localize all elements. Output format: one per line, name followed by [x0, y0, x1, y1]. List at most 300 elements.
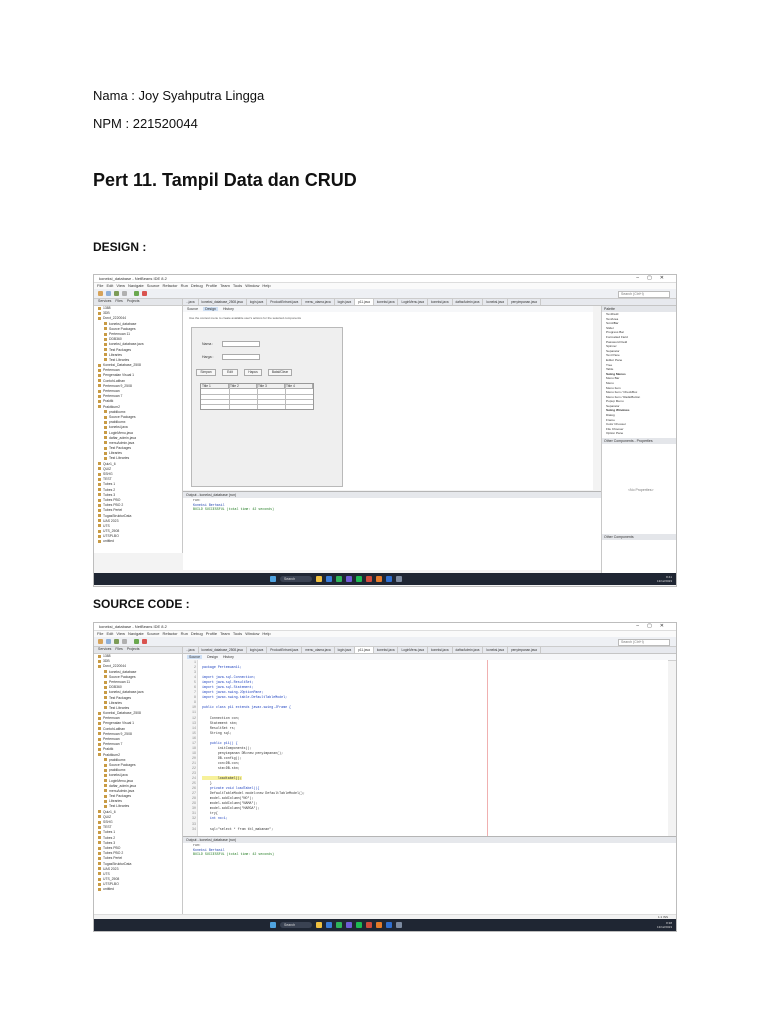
- project-tree-label: Tubes PBO: [103, 497, 121, 502]
- explorer-icon[interactable]: [316, 576, 322, 582]
- tab-source[interactable]: Source: [187, 307, 199, 311]
- palette-item[interactable]: Tree: [606, 362, 613, 367]
- new-file-icon[interactable]: [106, 639, 111, 644]
- line-number: 4: [194, 675, 196, 680]
- nama-textfield[interactable]: [222, 341, 260, 347]
- menu-source[interactable]: Source: [146, 631, 160, 636]
- table-header-4[interactable]: Title 4: [285, 384, 313, 389]
- file-tab[interactable]: penyimpanan.java: [508, 647, 541, 653]
- file-tab[interactable]: daftarAdmin.java: [453, 647, 484, 653]
- new-project-icon[interactable]: [98, 291, 103, 296]
- app-icon[interactable]: [366, 922, 372, 928]
- design-canvas: [183, 312, 593, 490]
- project-tree-label: Pertemuan: [103, 716, 120, 721]
- project-tree-label: Pertemuan: [103, 368, 120, 373]
- menu-team[interactable]: Team: [220, 631, 230, 636]
- project-tree-item[interactable]: [94, 539, 182, 544]
- output-line: BUILD SUCCESSFUL (total time: 42 seconds): [193, 507, 275, 512]
- folder-icon: [98, 400, 101, 403]
- label-harga: Harga :: [202, 355, 214, 359]
- design-section-label: DESIGN :: [93, 240, 147, 254]
- tab-services[interactable]: Services: [98, 299, 112, 303]
- project-tree-label: SSHG: [103, 472, 113, 476]
- file-tab[interactable]: login.java: [335, 299, 355, 305]
- data-table[interactable]: [200, 383, 314, 410]
- output-tab[interactable]: Output - koneksi_database (run): [183, 492, 601, 498]
- folder-icon: [98, 488, 101, 491]
- tab-design[interactable]: Design: [205, 307, 216, 311]
- ide-search-input[interactable]: Search (Ctrl+I): [618, 639, 670, 646]
- palette-item[interactable]: Menu Bar: [606, 376, 620, 381]
- file-tab[interactable]: koneksi.java: [374, 647, 399, 653]
- tab-history[interactable]: History: [222, 307, 234, 311]
- project-tree-label: Test Libraries: [109, 456, 130, 461]
- save-icon[interactable]: [122, 291, 127, 296]
- folder-icon: [98, 519, 101, 522]
- window-titlebar: [94, 623, 676, 631]
- file-tab[interactable]: LoginMenu.java: [398, 647, 428, 653]
- folder-icon: [104, 452, 107, 455]
- code-text: loadtabel();: [202, 776, 242, 781]
- project-tree-label: Pertemuan: [103, 737, 120, 741]
- app-icon[interactable]: [346, 922, 352, 928]
- open-icon[interactable]: [114, 291, 119, 296]
- line-number: 8: [194, 695, 196, 700]
- toolbar: [94, 289, 676, 299]
- netbeans-icon[interactable]: [376, 922, 382, 928]
- output-tab[interactable]: Output - koneksi_database (run): [183, 837, 676, 843]
- project-tree-label: Tubes 3: [103, 840, 116, 845]
- menu-refactor[interactable]: Refactor: [162, 283, 178, 288]
- project-tree-label: UTS: [103, 871, 110, 876]
- code-text: public p11() {: [202, 740, 238, 745]
- project-tree-label: Pertemuan: [103, 389, 120, 393]
- palette-item[interactable]: File Chooser: [606, 426, 624, 431]
- menu-run[interactable]: Run: [180, 283, 188, 288]
- file-tab[interactable]: penyimpanan.java: [508, 299, 541, 305]
- project-tree-label: Praktikum2: [103, 404, 120, 409]
- project-tree-label: TugasStrukturData: [103, 513, 132, 518]
- menu-tools[interactable]: Tools: [232, 631, 243, 636]
- code-text: stm=DB.stm;: [202, 765, 240, 770]
- menu-view[interactable]: View: [116, 631, 125, 636]
- menu-file[interactable]: File: [97, 631, 104, 636]
- project-tree-label: daftar_admin.java: [109, 783, 136, 788]
- tab-files[interactable]: Files: [115, 299, 123, 303]
- project-tree-label: koneksi_database.java: [109, 342, 144, 347]
- netbeans-icon[interactable]: [376, 576, 382, 582]
- menu-help[interactable]: Help: [262, 283, 271, 288]
- palette-item[interactable]: Color Chooser: [606, 422, 626, 427]
- folder-icon: [98, 712, 101, 715]
- java-file-icon: [104, 343, 107, 346]
- run-icon[interactable]: [134, 291, 139, 296]
- folder-icon: [98, 831, 101, 834]
- start-icon[interactable]: [270, 922, 276, 928]
- palette-item[interactable]: Menu Item / CheckBox: [606, 390, 638, 395]
- source-screenshot: [93, 622, 677, 932]
- project-tree-label: koneksi_database: [109, 321, 137, 326]
- project-tree: [94, 306, 182, 545]
- browser-icon[interactable]: [326, 576, 332, 582]
- palette-item[interactable]: Progress Bar: [606, 330, 625, 335]
- output-line: run:: [193, 498, 201, 502]
- new-project-icon[interactable]: [98, 639, 103, 644]
- project-tree-label: Pertemuan 7: [103, 394, 123, 399]
- palette-item[interactable]: Spinner: [606, 344, 617, 349]
- folder-icon: [104, 696, 107, 699]
- folder-icon: [98, 815, 101, 818]
- folder-icon: [98, 862, 101, 865]
- debug-icon[interactable]: [142, 639, 147, 644]
- table-col-line: [257, 384, 258, 409]
- palette-item[interactable]: TextArea: [606, 316, 619, 321]
- file-tab[interactable]: menu_utama.java: [302, 647, 334, 653]
- palette-item[interactable]: Separator: [606, 403, 620, 408]
- file-tab[interactable]: ...java: [183, 647, 199, 653]
- menu-file[interactable]: File: [97, 283, 104, 288]
- line-number: 33: [192, 821, 196, 826]
- palette-item[interactable]: Menu: [606, 380, 614, 385]
- line-number: 12: [192, 715, 196, 720]
- folder-icon: [98, 317, 101, 320]
- project-tree-label: UTS: [103, 523, 110, 528]
- hapus-button[interactable]: Hapus: [244, 369, 262, 376]
- line-number: 11: [192, 710, 196, 715]
- menu-view[interactable]: View: [116, 283, 125, 288]
- folder-icon: [98, 483, 101, 486]
- properties-title: Other Components - Properties: [602, 438, 677, 444]
- tab-files[interactable]: Files: [115, 647, 123, 651]
- save-icon[interactable]: [122, 639, 127, 644]
- output-panel: [183, 491, 601, 570]
- folder-icon: [104, 457, 107, 460]
- folder-icon: [104, 416, 107, 419]
- project-tree-label: UTS_2508: [103, 877, 120, 882]
- project-tree-label: Koneksi_Database_2508: [103, 711, 141, 716]
- word-icon[interactable]: [386, 576, 392, 582]
- folder-icon: [98, 504, 101, 507]
- taskbar-search[interactable]: Search: [280, 922, 312, 928]
- palette-item[interactable]: Formatted Field: [606, 334, 628, 339]
- menu-source[interactable]: Source: [146, 283, 160, 288]
- window-titlebar: [94, 275, 676, 283]
- project-tree-label: Pengenalan Visual 1: [103, 721, 135, 726]
- project-tree-label: Dcrct_2220044: [103, 316, 126, 321]
- folder-icon: [98, 743, 101, 746]
- explorer-icon[interactable]: [316, 922, 322, 928]
- project-tree-label: Pertemuan 9_2508: [103, 731, 132, 736]
- project-tree-label: QUIZ: [103, 466, 112, 471]
- project-tree-label: Test Packages: [109, 794, 132, 799]
- folder-icon: [98, 312, 101, 315]
- windows-taskbar: [94, 573, 676, 585]
- file-tab[interactable]: koneksi.java: [428, 299, 453, 305]
- project-tree-label: untitled: [103, 539, 114, 544]
- menu-window[interactable]: Window: [245, 631, 260, 636]
- tab-projects[interactable]: Projects: [126, 647, 140, 651]
- app-icon[interactable]: [346, 576, 352, 582]
- folder-icon: [98, 473, 101, 476]
- harga-textfield[interactable]: [222, 354, 260, 360]
- palette-panel: [601, 306, 677, 576]
- palette-item[interactable]: Table: [606, 367, 614, 372]
- window-title: koneksi_database - NetBeans IDE 8.2: [99, 276, 167, 281]
- menu-window[interactable]: Window: [245, 283, 260, 288]
- palette-item[interactable]: Slider: [606, 325, 614, 330]
- line-number: 10: [192, 705, 196, 710]
- edit-button[interactable]: Edit: [222, 369, 238, 376]
- folder-icon: [98, 369, 101, 372]
- project-tree-label: LoginMenu.java: [109, 430, 133, 435]
- source-section-label: SOURCE CODE :: [93, 597, 190, 611]
- window-controls[interactable]: –▢✕: [636, 275, 672, 281]
- file-tab[interactable]: ProductEntrant.java: [267, 299, 302, 305]
- code-editor[interactable]: [183, 660, 668, 836]
- tab-projects[interactable]: Projects: [126, 299, 140, 303]
- taskbar-search[interactable]: Search: [280, 576, 312, 582]
- jframe-form[interactable]: [191, 327, 343, 487]
- folder-icon: [98, 878, 101, 881]
- project-tree-label: DDB360: [109, 685, 122, 690]
- palette-item[interactable]: Editor Pane: [606, 357, 623, 362]
- palette-item[interactable]: Swing Windows: [606, 408, 630, 413]
- output-panel: [183, 836, 676, 915]
- table-header-1[interactable]: Title 1: [201, 384, 229, 389]
- folder-icon: [104, 701, 107, 704]
- code-text: String sql;: [202, 730, 232, 735]
- project-tree-label: praktikumx: [109, 420, 126, 425]
- ide-search-input[interactable]: Search (Ctrl+I): [618, 291, 670, 298]
- line-number: 28: [192, 796, 196, 801]
- code-text: sql="select * from tbl_makanan";: [202, 826, 274, 831]
- folder-icon: [98, 872, 101, 875]
- palette-list: [602, 312, 677, 436]
- palette-item[interactable]: Popup Menu: [606, 399, 624, 404]
- spotify-icon[interactable]: [356, 576, 362, 582]
- menu-edit[interactable]: Edit: [106, 283, 114, 288]
- folder-icon: [104, 764, 107, 767]
- menu-help[interactable]: Help: [262, 631, 271, 636]
- line-number: 3: [194, 670, 196, 675]
- project-tree-label: koneksi.java: [109, 773, 128, 778]
- menu-team[interactable]: Team: [220, 283, 230, 288]
- project-tree-label: Libraries: [109, 451, 123, 456]
- project-tree-label: Pertemuan 7: [103, 742, 123, 747]
- taskbar-clock: [657, 921, 672, 929]
- folder-icon: [98, 888, 101, 891]
- file-tab[interactable]: daftarAdmin.java: [453, 299, 484, 305]
- folder-icon: [104, 358, 107, 361]
- line-number: 21: [192, 760, 196, 765]
- folder-icon: [98, 857, 101, 860]
- student-npm: NPM : 221520044: [93, 116, 198, 131]
- project-tree-label: Source Packages: [109, 414, 136, 419]
- project-tree-label: Test Packages: [109, 695, 132, 700]
- project-tree-label: 1388: [103, 306, 111, 310]
- spotify-icon[interactable]: [356, 922, 362, 928]
- browser-icon[interactable]: [326, 922, 332, 928]
- folder-icon: [104, 322, 107, 325]
- project-tree-label: SSHG: [103, 820, 113, 824]
- project-tree-label: menuAdmin.java: [109, 788, 135, 793]
- folder-icon: [104, 800, 107, 803]
- file-tab[interactable]: p11.java: [355, 647, 374, 653]
- menu-tools[interactable]: Tools: [232, 283, 243, 288]
- folder-icon: [104, 327, 107, 330]
- folder-icon: [98, 660, 101, 663]
- toolbar: [94, 637, 676, 647]
- project-tree-label: 3DB: [103, 659, 110, 664]
- menu-edit[interactable]: Edit: [106, 631, 114, 636]
- design-screenshot: [93, 274, 677, 587]
- palette-item[interactable]: Menu Item: [606, 385, 621, 390]
- line-number: 31: [192, 811, 196, 816]
- batal-clear-button[interactable]: Batal/Clear: [268, 369, 292, 376]
- line-number: 13: [192, 720, 196, 725]
- palette-item[interactable]: Swing Menus: [606, 371, 626, 376]
- folder-icon: [98, 307, 101, 310]
- code-text: initComponents();: [202, 745, 252, 750]
- file-tab[interactable]: ...java: [183, 299, 199, 305]
- folder-icon: [98, 524, 101, 527]
- project-tree-label: UTS_2508: [103, 529, 120, 534]
- project-tree-item[interactable]: [94, 887, 182, 892]
- java-file-icon: [104, 784, 107, 787]
- project-tree-label: Tubes 1: [103, 482, 116, 487]
- project-tree-label: UAS 2023: [103, 866, 119, 871]
- table-header-2[interactable]: Title 2: [229, 384, 257, 389]
- menu-run[interactable]: Run: [180, 631, 188, 636]
- project-tree-label: Libraries: [109, 700, 123, 705]
- open-icon[interactable]: [114, 639, 119, 644]
- menu-navigate[interactable]: Navigate: [127, 283, 144, 288]
- run-icon[interactable]: [134, 639, 139, 644]
- palette-item[interactable]: Dialog: [606, 413, 615, 418]
- file-tab[interactable]: login.java: [247, 299, 267, 305]
- file-tab[interactable]: koneksi.java: [483, 299, 508, 305]
- file-tab[interactable]: koneksi.java: [428, 647, 453, 653]
- chrome-icon[interactable]: [336, 576, 342, 582]
- line-number: 29: [192, 801, 196, 806]
- folder-icon: [98, 395, 101, 398]
- palette-item[interactable]: Frame: [606, 417, 615, 422]
- folder-icon: [98, 379, 101, 382]
- folder-icon: [98, 847, 101, 850]
- file-tab[interactable]: koneksi_database_2508.java: [199, 647, 247, 653]
- app-icon[interactable]: [396, 576, 402, 582]
- file-tab[interactable]: menu_utama.java: [302, 299, 334, 305]
- file-tab[interactable]: ProductEntrant.java: [267, 647, 302, 653]
- tab-source[interactable]: Source: [189, 655, 201, 659]
- palette-item[interactable]: Menu Item / RadioButton: [606, 394, 641, 399]
- file-tab[interactable]: koneksi_database_2508.java: [199, 299, 247, 305]
- code-text: DB.config();: [202, 755, 242, 760]
- folder-icon: [98, 478, 101, 481]
- file-tab[interactable]: koneksi.java: [374, 299, 399, 305]
- app-icon[interactable]: [396, 922, 402, 928]
- folder-icon: [104, 338, 107, 341]
- file-tab[interactable]: koneksi.java: [483, 647, 508, 653]
- project-tree-label: LoginMenu.java: [109, 778, 133, 783]
- output-line: Koneksi Berhasil: [193, 502, 225, 507]
- new-file-icon[interactable]: [106, 291, 111, 296]
- output-line: run:: [193, 843, 201, 847]
- project-tree-label: Tubes 3: [103, 492, 116, 497]
- project-tree-label: 1388: [103, 654, 111, 658]
- debug-icon[interactable]: [142, 291, 147, 296]
- palette-item[interactable]: TextField: [606, 312, 619, 316]
- tab-services[interactable]: Services: [98, 647, 112, 651]
- window-controls[interactable]: –▢✕: [636, 623, 672, 629]
- table-header-3[interactable]: Title 3: [257, 384, 285, 389]
- project-tree-label: Tubes PBO 2: [103, 503, 124, 508]
- java-file-icon: [104, 431, 107, 434]
- palette-item[interactable]: Separator: [606, 348, 620, 353]
- code-text: }: [202, 781, 212, 786]
- folder-icon: [104, 670, 107, 673]
- palette-item[interactable]: Option Pane: [606, 431, 624, 436]
- code-text: import javax.swing.table.DefaultTableModel;: [202, 695, 288, 700]
- table-col-line: [229, 384, 230, 409]
- line-number: 9: [194, 700, 196, 705]
- file-tab[interactable]: p11.java: [355, 299, 374, 305]
- menu-navigate[interactable]: Navigate: [127, 631, 144, 636]
- line-number: 24: [192, 776, 196, 781]
- tab-history[interactable]: History: [222, 655, 234, 659]
- app-icon[interactable]: [366, 576, 372, 582]
- simpan-button[interactable]: Simpan: [196, 369, 216, 376]
- code-text: import java.sql.ResultSet;: [202, 680, 254, 685]
- project-tree-label: Source Packages: [109, 326, 136, 331]
- folder-icon: [98, 821, 101, 824]
- folder-icon: [104, 353, 107, 356]
- output-line: BUILD SUCCESSFUL (total time: 42 seconds): [193, 852, 275, 857]
- code-text: model.addColumn("NAMA");: [202, 801, 258, 806]
- file-tab[interactable]: login.java: [335, 647, 355, 653]
- folder-icon: [98, 732, 101, 735]
- file-tab[interactable]: LoginMenu.java: [398, 299, 428, 305]
- tab-design[interactable]: Design: [207, 655, 218, 659]
- project-tree-label: TEST: [103, 825, 112, 830]
- start-icon[interactable]: [270, 576, 276, 582]
- line-number: 20: [192, 755, 196, 760]
- folder-icon: [104, 805, 107, 808]
- menu-debug[interactable]: Debug: [190, 631, 203, 636]
- menu-profile[interactable]: Profile: [205, 283, 218, 288]
- project-tree-label: ContohLatihan: [103, 726, 126, 731]
- folder-icon: [98, 462, 101, 465]
- palette-item[interactable]: Password Field: [606, 339, 628, 344]
- word-icon[interactable]: [386, 922, 392, 928]
- folder-icon: [98, 499, 101, 502]
- folder-icon: [98, 390, 101, 393]
- palette-item[interactable]: Text Pane: [606, 353, 620, 358]
- chrome-icon[interactable]: [336, 922, 342, 928]
- line-number: 19: [192, 750, 196, 755]
- menu-refactor[interactable]: Refactor: [162, 631, 178, 636]
- palette-item[interactable]: ScrollBar: [606, 321, 619, 326]
- code-text: import java.sql.Connection;: [202, 675, 256, 680]
- project-tree-label: Pertemuan 11: [109, 331, 131, 336]
- folder-icon: [98, 748, 101, 751]
- menu-profile[interactable]: Profile: [205, 631, 218, 636]
- project-tree-label: UTSPLBO: [103, 534, 119, 539]
- output-line: Koneksi Berhasil: [193, 847, 225, 852]
- project-tree-label: Source Packages: [109, 762, 136, 767]
- menu-debug[interactable]: Debug: [190, 283, 203, 288]
- file-tab[interactable]: login.java: [247, 647, 267, 653]
